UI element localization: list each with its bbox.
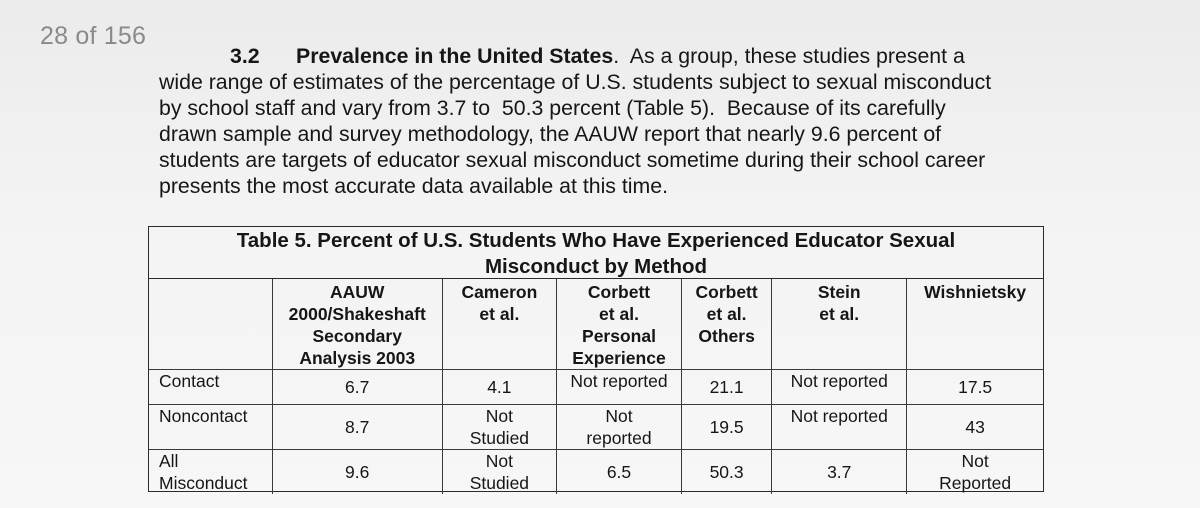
table-row-all-misconduct xyxy=(149,450,1043,495)
table-cell: 3.7 xyxy=(772,450,907,495)
cell-line: Studied xyxy=(469,473,530,493)
section-title: Prevalence in the United States xyxy=(296,44,614,68)
header-line: et al. xyxy=(599,304,639,324)
header-cell-cameron xyxy=(442,279,556,370)
header-line: Stein xyxy=(817,282,861,302)
table-row-contact xyxy=(149,370,1043,405)
row-label xyxy=(149,370,272,405)
header-line: Corbett xyxy=(695,282,758,302)
table-cell xyxy=(556,405,681,450)
header-row xyxy=(149,279,1043,370)
row-label-text: All xyxy=(159,451,179,471)
header-cell-corbett-others xyxy=(682,279,772,370)
cell-line: Not xyxy=(485,406,513,426)
row-label-text: Misconduct xyxy=(159,473,248,493)
paragraph-text: . As a group, these studies present a xyxy=(613,44,965,68)
table-cell xyxy=(442,405,556,450)
cell-line: Reported xyxy=(939,473,1012,493)
header-cell-wishnietsky xyxy=(907,279,1043,370)
table-cell: 4.1 xyxy=(442,370,556,405)
table-cell xyxy=(442,450,556,495)
row-label-text: Noncontact xyxy=(159,406,248,426)
table-cell: Not reported xyxy=(772,405,907,450)
cell-line: Not xyxy=(961,451,989,471)
paragraph-line: drawn sample and survey methodology, the AAUW report that nearly 9.6 percent of xyxy=(159,122,942,146)
cell-line: Not xyxy=(485,451,513,471)
table-cell xyxy=(907,450,1043,495)
paragraph-line: wide range of estimates of the percentage of U.S. students subject to sexual misconduct xyxy=(159,70,992,94)
header-line: 2000/Shakeshaft xyxy=(288,304,426,324)
header-line: Wishnietsky xyxy=(924,282,1027,302)
data-table xyxy=(148,226,1044,492)
cell-line: Not xyxy=(605,406,633,426)
header-cell-stein xyxy=(772,279,907,370)
header-cell-corbett-personal xyxy=(556,279,681,370)
header-line: et al. xyxy=(706,304,747,324)
table-row-noncontact xyxy=(149,405,1043,450)
table-cell: 8.7 xyxy=(272,405,442,450)
table-grid xyxy=(149,279,1043,494)
page-counter: 28 of 156 xyxy=(40,22,147,50)
table-cell: 43 xyxy=(907,405,1043,450)
paragraph-line xyxy=(230,43,1099,69)
header-line: Personal xyxy=(582,326,656,346)
table-cell: 6.7 xyxy=(272,370,442,405)
paragraph-line: presents the most accurate data available at this time. xyxy=(159,174,669,198)
header-line: Cameron xyxy=(461,282,538,302)
caption-line: Misconduct by Method xyxy=(484,255,708,278)
header-line: Corbett xyxy=(587,282,651,302)
table-cell: 6.5 xyxy=(556,450,681,495)
table-cell: 9.6 xyxy=(272,450,442,495)
header-cell-aauw xyxy=(272,279,442,370)
table-cell: 50.3 xyxy=(682,450,772,495)
table-caption xyxy=(149,227,1043,279)
header-line: et al. xyxy=(819,304,860,324)
header-line: AAUW xyxy=(330,282,385,302)
table-cell: 21.1 xyxy=(682,370,772,405)
row-label xyxy=(149,405,272,450)
caption-line: Table 5. Percent of U.S. Students Who Have Experienced Educator Sexual xyxy=(236,229,956,252)
cell-line: reported xyxy=(586,428,652,448)
paragraph-line: students are targets of educator sexual misconduct sometime during their school career xyxy=(159,148,986,172)
cell-line: Studied xyxy=(469,428,530,448)
paragraph-line: by school staff and vary from 3.7 to 50.3 percent (Table 5). Because of its carefully xyxy=(159,96,946,120)
header-line: Secondary xyxy=(312,326,402,346)
header-line: Analysis 2003 xyxy=(299,348,416,368)
table-cell: Not reported xyxy=(772,370,907,405)
row-label xyxy=(149,450,272,495)
row-label-text: Contact xyxy=(159,371,220,391)
header-cell-empty xyxy=(149,279,272,370)
table-cell: Not reported xyxy=(556,370,681,405)
header-line: Others xyxy=(698,326,755,346)
section-paragraph xyxy=(159,43,1099,199)
header-line: et al. xyxy=(479,304,520,324)
section-number: 3.2 xyxy=(230,44,260,68)
header-line: Experience xyxy=(572,348,666,368)
table-cell: 19.5 xyxy=(682,405,772,450)
table-cell: 17.5 xyxy=(907,370,1043,405)
